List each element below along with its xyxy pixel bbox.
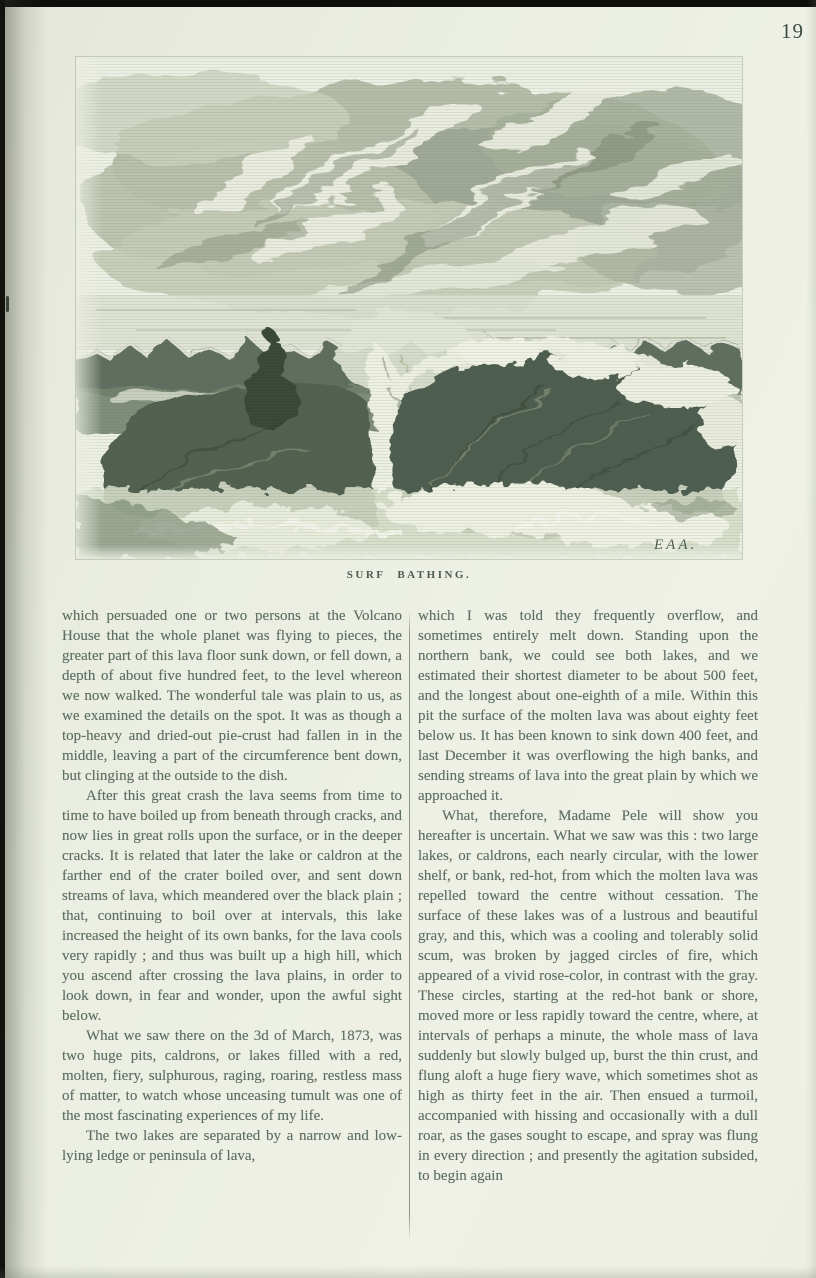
page-right-shadow [806, 0, 816, 1278]
page-gutter-shadow [5, 0, 49, 1278]
surf-engraving [76, 57, 742, 559]
paragraph: What we saw there on the 3d of March, 1873, was two huge pits, caldrons, or lakes filled with a red, molten, fiery, sulphurous, raging, roaring, restless mass of matter, to watch whose unceasing tumult was one of the most fascinating experiences of my life. [62, 1028, 402, 1124]
paragraph: which I was told they frequently overflow, and sometimes entirely melt down. Standing upon the northern bank, we could see both lakes, and we estimated their shortest diameter to be about 500 feet, and the longest about one-eighth of a mile. Within this pit the surface of the molten lava was about eighty feet below us. It has been known to sink down 400 feet, and last December it was overflowing the high banks, and sending streams of lava into the great plain by which we approached it. [418, 608, 758, 804]
paragraph: which persuaded one or two persons at the Volcano House that the whole planet was flying to pieces, the greater part of this lava floor sunk down, or fell down, a depth of about five hundred feet, to the level whereon we now walked. The wonderful tale was plain to us, as we examined the details on the spot. It was as though a top-heavy and dried-out pie-crust had fallen in in the middle, leaving a part of the circumference bent down, but clinging at the outside to the dish. [62, 608, 402, 784]
page-bottom-shadow [0, 1266, 816, 1278]
column-left [62, 606, 402, 1166]
paragraph: What, therefore, Madame Pele will show you hereafter is uncertain. What we saw was this : two large lakes, or caldrons, each nearly circular, with the lower shelf, or bank, red-hot, from which the molten lava was repelled toward the centre without cessation. The surface of these lakes was of a lustrous and beautiful gray, and this, which was a cooling and tolerably solid scum, was broken by jagged circles of fire, which appeared of a vivid rose-color, in contrast with the gray. These circles, starting at the red-hot bank or shore, moved more or less rapidly toward the centre, where, at intervals of perhaps a minute, the whole mass of lava suddenly but slowly bulged up, burst the thin crust, and flung aloft a huge fiery wave, which sometimes shot as high as thirty feet in the air. Then ensued a turmoil, accompanied with hissing and occasionally with a dull roar, as the gases sought to escape, and spray was flung in every direction ; and presently the agitation subsided, to begin again [418, 808, 758, 1184]
column-right [418, 606, 758, 1186]
engraver-signature: EAA. [654, 537, 698, 553]
text-columns [62, 606, 758, 1266]
paragraph: After this great crash the lava seems from time to time to have boiled up from beneath through cracks, and now lies in great rolls upon the surface, or in the deeper cracks. It is related that later the lake or caldron at the farther end of the crater boiled over, and sent down streams of lava, which meandered over the black plain ; that, continuing to boil over at intervals, this lake increased the height of its own banks, for the lava cools very rapidly ; and thus was built up a high hill, which you ascend after crossing the lava plains, in order to look down, in fear and wonder, upon the awful sight below. [62, 788, 402, 1024]
engraving-caption: SURF BATHING. [346, 569, 472, 581]
surf-engraving-image [76, 57, 742, 559]
column-divider [409, 610, 410, 1240]
page-number: 19 [781, 19, 804, 43]
paragraph: The two lakes are separated by a narrow and low-lying ledge or peninsula of lava, [62, 1128, 402, 1164]
binding-edge-top [0, 0, 816, 7]
scan-artifact-mark [6, 296, 9, 312]
